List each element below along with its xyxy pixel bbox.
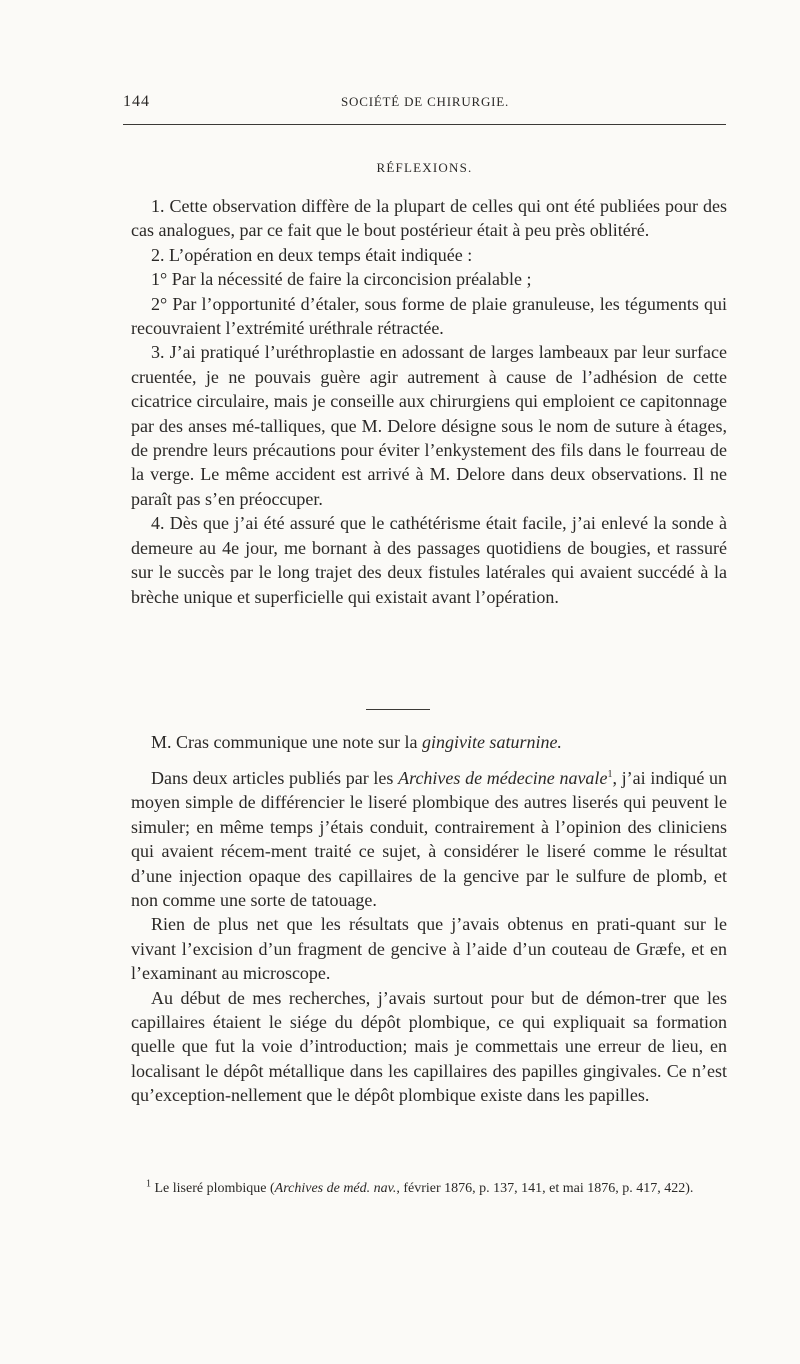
article-paragraph-3: Au début de mes recherches, j’avais surtout pour but de démon-trer que les capillaires étaient le siége du dépôt plombique, ce qui expliquait sa formation quelle que fut la voie d’introduction; mais je commettais une erreur de lieu, en localisant le dépôt métallique dans les capillaires des papilles gingivales. Ce n’est qu’exception-nellement que le dépôt plombique existe dans les papilles. <box>131 987 727 1106</box>
footnote <box>131 1179 727 1198</box>
article-paragraph-1-end: , j’ai indiqué un moyen simple de différencier le liseré plombique des autres liserés qui peuvent le simuler; en même temps j’étais conduit, contrairement à l’opinion des cliniciens qui avaient récem-ment traité ce sujet, à considérer le liseré comme le résultat d’une injection opaque des capillaires de la gencive par le sulfure de plomb, et non comme une sorte de tatouage. <box>131 768 727 911</box>
reflection-paragraph-4: 4. Dès que j’ai été assuré que le cathétérisme était facile, j’ai enlevé la sonde à demeure au 4e jour, me bornant à des passages quotidiens de bougies, et rassuré sur le succès par le long trajet des deux fistules latérales qui avaient succédé à la brèche unique et superficielle qui existait avant l’opération. <box>131 513 727 607</box>
communication-topic: gingivite saturnine. <box>421 732 562 752</box>
article-paragraph-2: Rien de plus net que les résultats que j’avais obtenus en prati-quant sur le vivant l’excision d’un fragment de gencive à l’aide d’un couteau de Græfe, et en l’examinant au microscope. <box>131 914 727 984</box>
communication-intro: M. Cras communique une note sur la <box>151 732 422 752</box>
page-number: 144 <box>123 93 150 110</box>
footnote-journal: Archives de méd. nav. <box>274 1181 397 1196</box>
header-rule <box>123 124 726 125</box>
footnote-mark: 1 <box>146 1178 151 1190</box>
journal-title: Archives de médecine navale <box>398 768 608 788</box>
section-heading: RÉFLEXIONS. <box>376 160 473 175</box>
article-paragraph-1-start: Dans deux articles publiés par les <box>151 768 399 788</box>
reflection-paragraph-1: 1. Cette observation diffère de la plupart de celles qui ont été publiées pour des cas analogues, par ce fait que le bout postérieur était à peu près oblitéré. <box>131 196 727 241</box>
running-title: SOCIÉTÉ DE CHIRURGIE. <box>341 94 510 109</box>
reflection-paragraph-3: 3. J’ai pratiqué l’uréthroplastie en adossant de larges lambeaux par leur surface cruentée, je ne pouvais guère agir autrement à cause de l’adhésion de cette cicatrice circulaire, mais je conseille aux chirurgiens qui emploient ce capitonnage par des anses mé-talliques, que M. Delore désigne sous le nom de suture à étages, de prendre leurs précautions pour éviter l’enkystement des fils dans le fourreau de la verge. Le même accident est arrivé à M. Delore dans deux observations. Il ne paraît pas s’en préoccuper. <box>131 342 727 509</box>
article-body <box>131 766 727 1108</box>
reflection-paragraph-2: 2. L’opération en deux temps était indiquée : <box>151 244 473 265</box>
reflection-subpoint-2: 2° Par l’opportunité d’étaler, sous forme de plaie granuleuse, les téguments qui recouvraient l’extrémité uréthrale rétractée. <box>131 293 727 339</box>
reflection-subpoint-1: 1° Par la nécessité de faire la circoncision préalable ; <box>151 269 532 290</box>
article-paragraph-1 <box>131 766 727 912</box>
communication-heading <box>131 730 727 754</box>
reflexions-section <box>131 194 727 609</box>
footnote-reference: 1 <box>607 769 613 780</box>
page-header <box>123 93 726 115</box>
footnote-text-start: Le liseré plombique ( <box>151 1181 275 1196</box>
section-divider <box>366 709 430 710</box>
footnote-text-end: , février 1876, p. 137, 141, et mai 1876, p. 417, 422). <box>396 1181 694 1196</box>
